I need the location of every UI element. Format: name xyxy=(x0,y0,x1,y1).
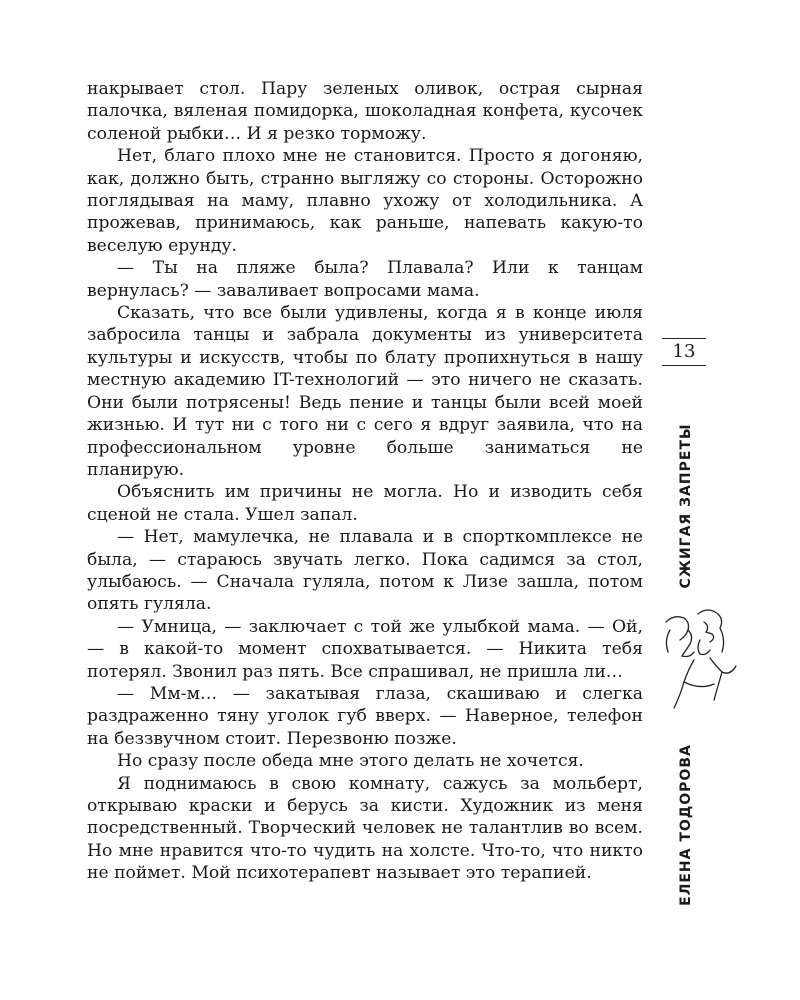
page-number-value: 13 xyxy=(672,341,696,362)
paragraph-5: Объяснить им причины не могла. Но и изводить себя сценой не стала. Ушел запал. xyxy=(87,482,643,525)
paragraph-2: Нет, благо плохо мне не становится. Просто я догоняю, как, должно быть, странно выгляжу со стороны. Осторожно поглядывая на маму, плавно ухожу от холодильника. А прожевав, принимаюсь, как раньше, напевать какую-то веселую ерунду. xyxy=(87,146,643,256)
paragraph-4: Сказать, что все были удивлены, когда я в конце июля забросила танцы и забрала документы из университета культуры и искусств, чтобы по блату пропихнуться в нашу местную академию IT-технологий — это ничего не сказать. Они были потрясены! Ведь пение и танцы были всей моей жизнью. И тут ни с того ни с сего я вдруг заявила, что на профессиональном уровне больше заниматься не планирую. xyxy=(87,303,643,480)
paragraph-10: Я поднимаюсь в свою комнату, сажусь за мольберт, открываю краски и берусь за кисти. Художник из меня посредственный. Творческий человек не талантлив во всем. Но мне нравится что-то чудить на холсте. Что-то, что никто не поймет. Мой психотерапевт называет это терапией. xyxy=(87,773,643,884)
paragraph-1: накрывает стол. Пару зеленых оливок, острая сырная палочка, вяленая помидорка, шоколадная конфета, кусочек соленой рыбки… И я резко торможу. xyxy=(87,79,643,144)
paragraph-9: Но сразу после обеда мне этого делать не хочется. xyxy=(117,751,584,772)
paragraph-6: — Нет, мамулечка, не плавала и в спорткомплексе не была, — стараюсь звучать легко. Пока садимся за стол, улыбаюсь. — Сначала гуляла, потом к Лизе зашла, потом опять гуляла. xyxy=(87,527,643,615)
side-column xyxy=(650,0,730,1000)
page-number xyxy=(662,338,706,366)
kissing-couple-sketch-icon xyxy=(660,600,740,710)
paragraph-3: — Ты на пляже была? Плавала? Или к танцам вернулась? — заваливает вопросами мама. xyxy=(87,258,643,301)
paragraph-7: — Умница, — заключает с той же улыбкой мама. — Ой, — в какой-то момент спохватывается. — Никита тебя потерял. Звонил раз пять. Все спрашивал, не пришла ли… xyxy=(87,616,643,682)
running-title: СЖИГАЯ ЗАПРЕТЫ xyxy=(678,423,694,589)
page-body-text xyxy=(87,78,643,885)
paragraph-8: — Мм-м… — закатывая глаза, скашиваю и слегка раздраженно тяну уголок губ вверх. — Наверное, телефон на беззвучном стоит. Перезвоню позже. xyxy=(87,683,643,749)
running-author: ЕЛЕНА ТОДОРОВА xyxy=(678,744,694,906)
